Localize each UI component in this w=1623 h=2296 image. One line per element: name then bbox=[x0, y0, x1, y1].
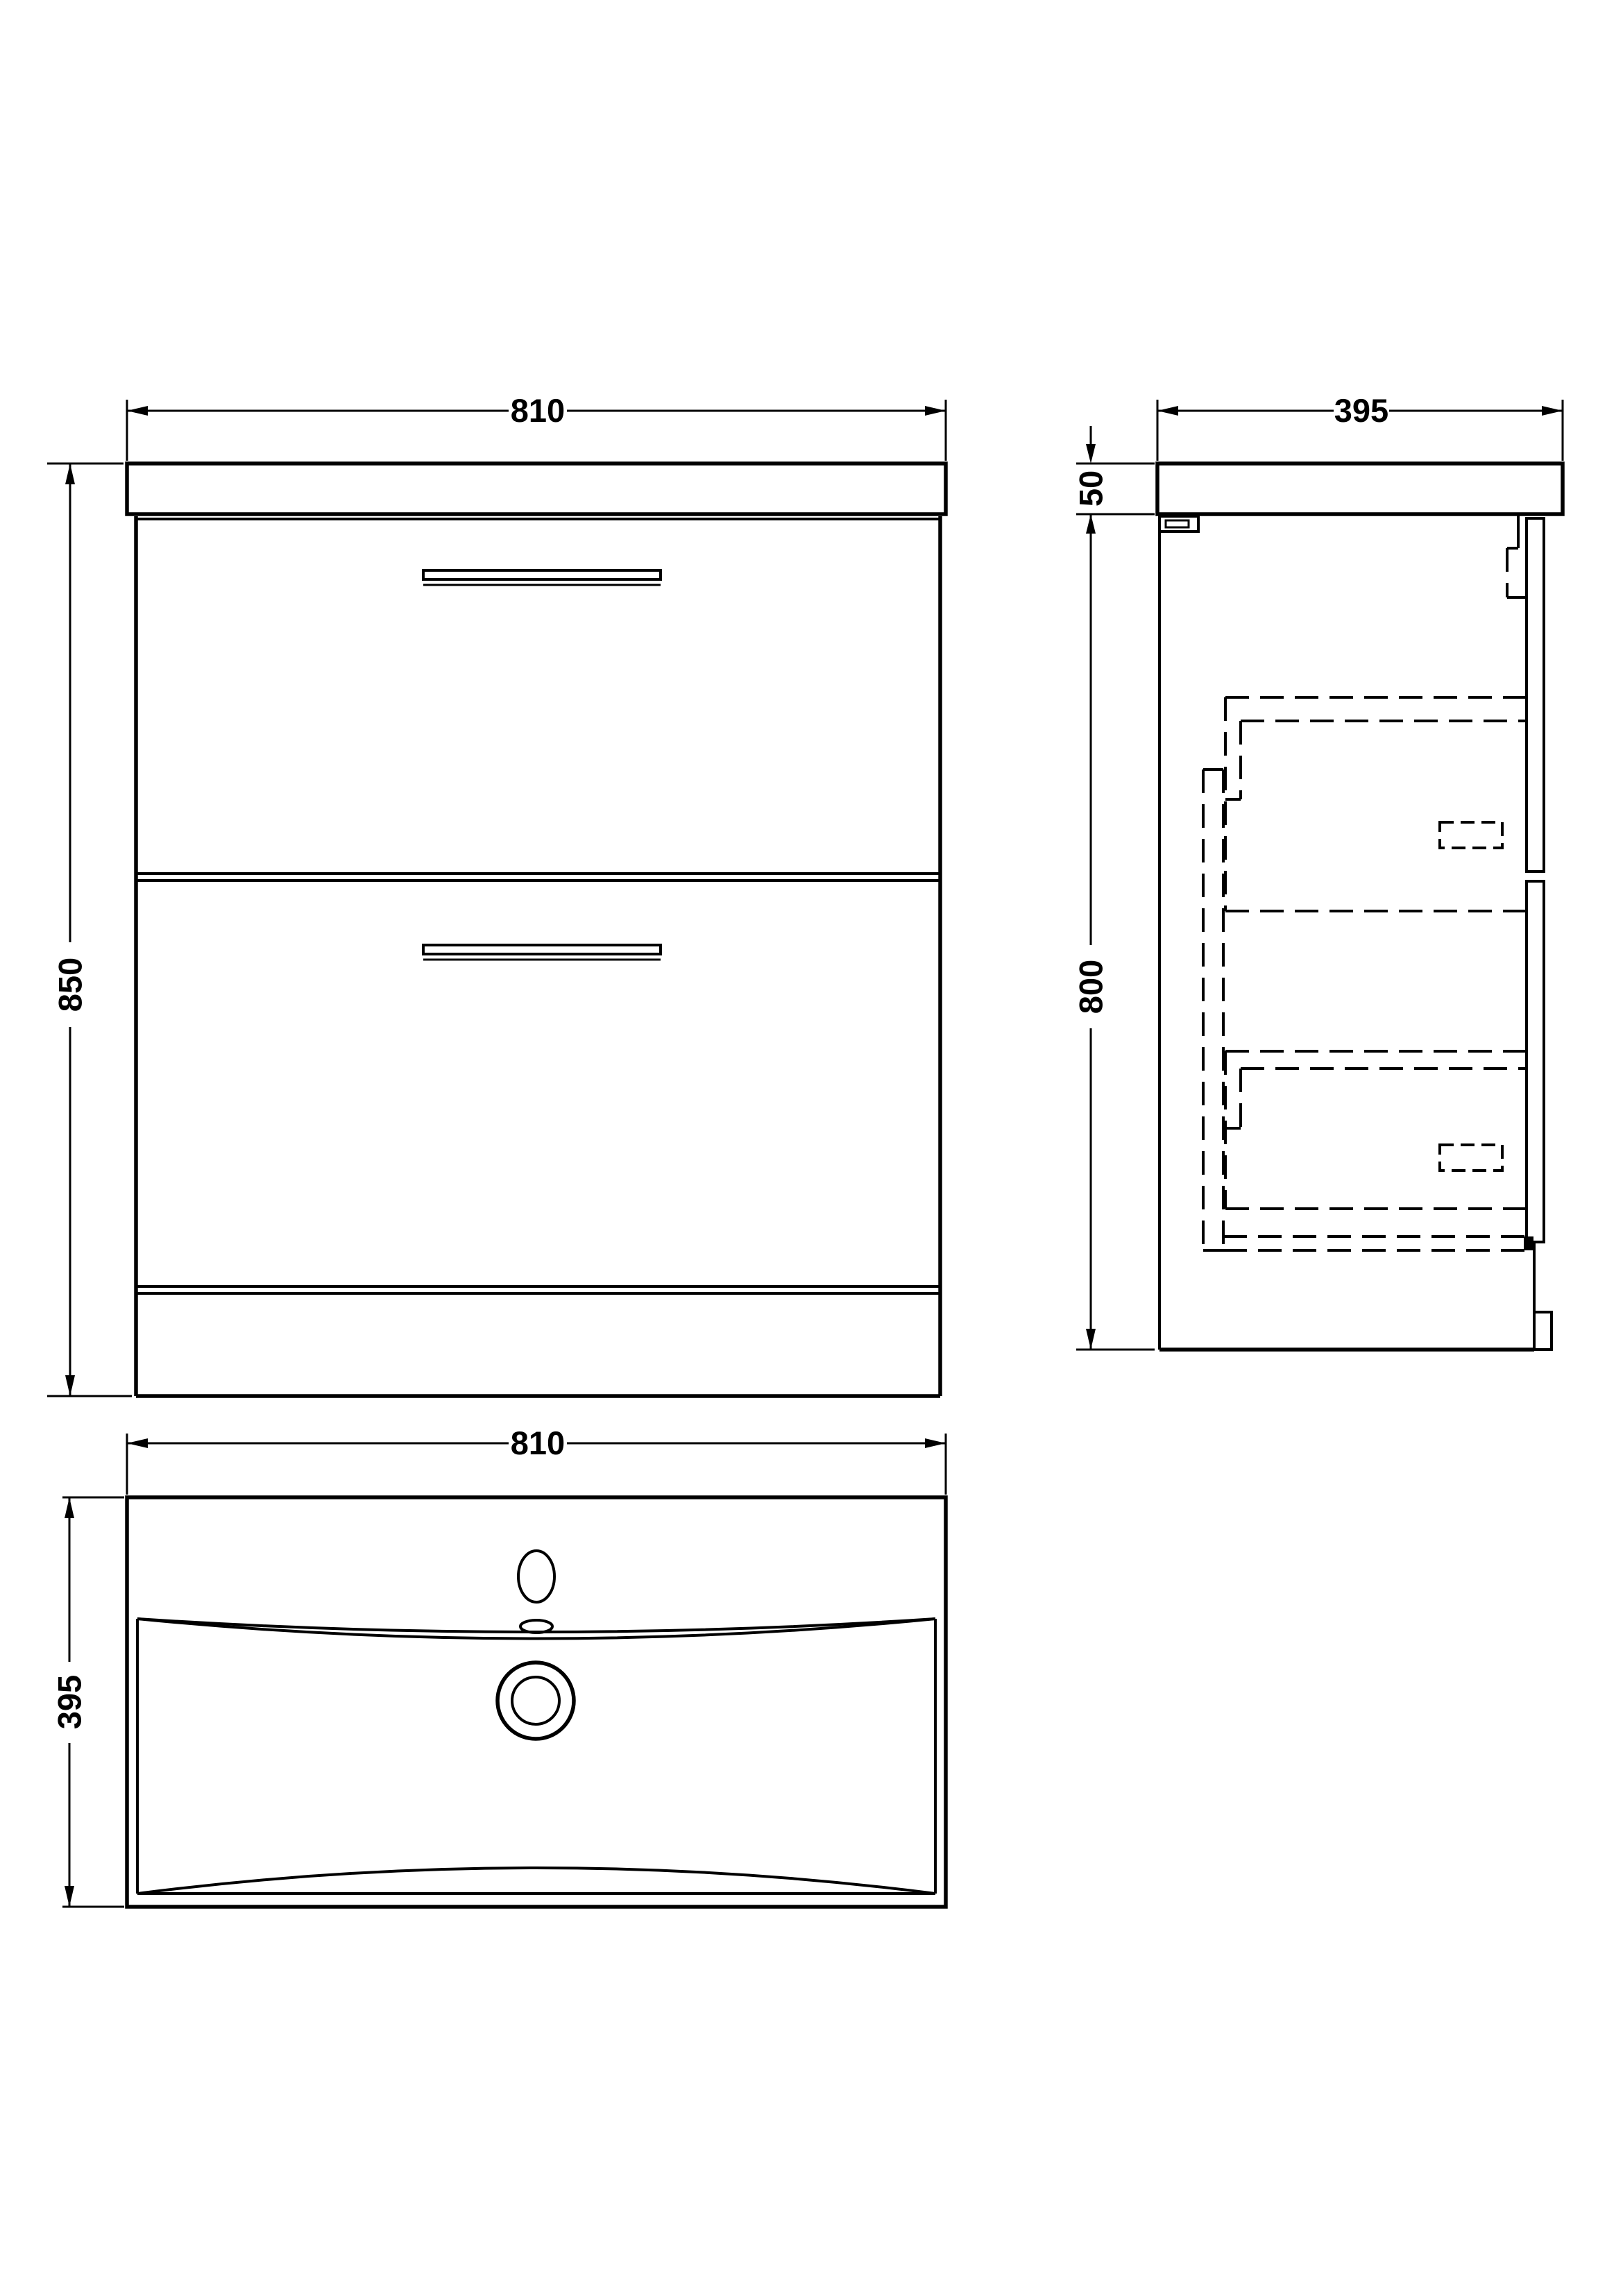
side-depth-dimension-label: 395 bbox=[1334, 392, 1389, 429]
side-drawer2-front-profile bbox=[1527, 881, 1544, 1242]
side-depth-arrow-right bbox=[1542, 406, 1563, 416]
plan-waste-inner-ring bbox=[512, 1677, 559, 1724]
basin-plan-view bbox=[51, 1425, 946, 1907]
side-cabinet-height-label: 800 bbox=[1072, 959, 1110, 1014]
front-width-arrow-left bbox=[127, 406, 148, 416]
side-drawer1-handle-hidden bbox=[1440, 822, 1502, 848]
plan-width-arrow-left bbox=[127, 1438, 148, 1448]
plan-depth-arrow-bottom bbox=[65, 1886, 74, 1907]
side-counter-thickness-label: 50 bbox=[1072, 470, 1110, 507]
front-drawer1-handle bbox=[423, 570, 661, 579]
plan-tap-hole bbox=[518, 1551, 554, 1602]
front-height-arrow-top bbox=[65, 464, 75, 484]
side-drawer1-front-profile bbox=[1527, 518, 1544, 871]
side-countertop bbox=[1157, 464, 1563, 514]
side-height-arrow-bottom bbox=[1086, 1329, 1096, 1350]
plan-bowl-back-slope-curve bbox=[137, 1619, 935, 1639]
side-drawer2-handle-hidden bbox=[1440, 1145, 1502, 1171]
front-width-dimension-label: 810 bbox=[510, 392, 566, 429]
side-fixing-bracket-inner bbox=[1166, 520, 1189, 527]
plan-bowl-front-slope-curve bbox=[137, 1868, 935, 1894]
front-elevation-view bbox=[47, 392, 946, 1396]
plan-waste-outer-ring bbox=[498, 1663, 574, 1739]
plan-depth-arrow-top bbox=[65, 1497, 74, 1518]
front-height-arrow-bottom bbox=[65, 1375, 75, 1396]
front-height-dimension-label: 850 bbox=[51, 957, 89, 1012]
front-countertop bbox=[127, 464, 946, 514]
side-bottom-board-end-block bbox=[1524, 1236, 1533, 1250]
side-plinth-foot bbox=[1534, 1312, 1552, 1350]
plan-width-dimension-label: 810 bbox=[510, 1425, 566, 1461]
side-elevation-view bbox=[1073, 392, 1563, 1350]
side-counter-arrow-top bbox=[1086, 444, 1096, 464]
side-depth-arrow-left bbox=[1157, 406, 1178, 416]
front-width-arrow-right bbox=[925, 406, 946, 416]
front-drawer2-handle bbox=[423, 945, 661, 954]
plan-depth-dimension-label: 395 bbox=[51, 1674, 88, 1730]
plan-width-arrow-right bbox=[925, 1438, 946, 1448]
plan-basin-outer-rim bbox=[127, 1497, 946, 1907]
